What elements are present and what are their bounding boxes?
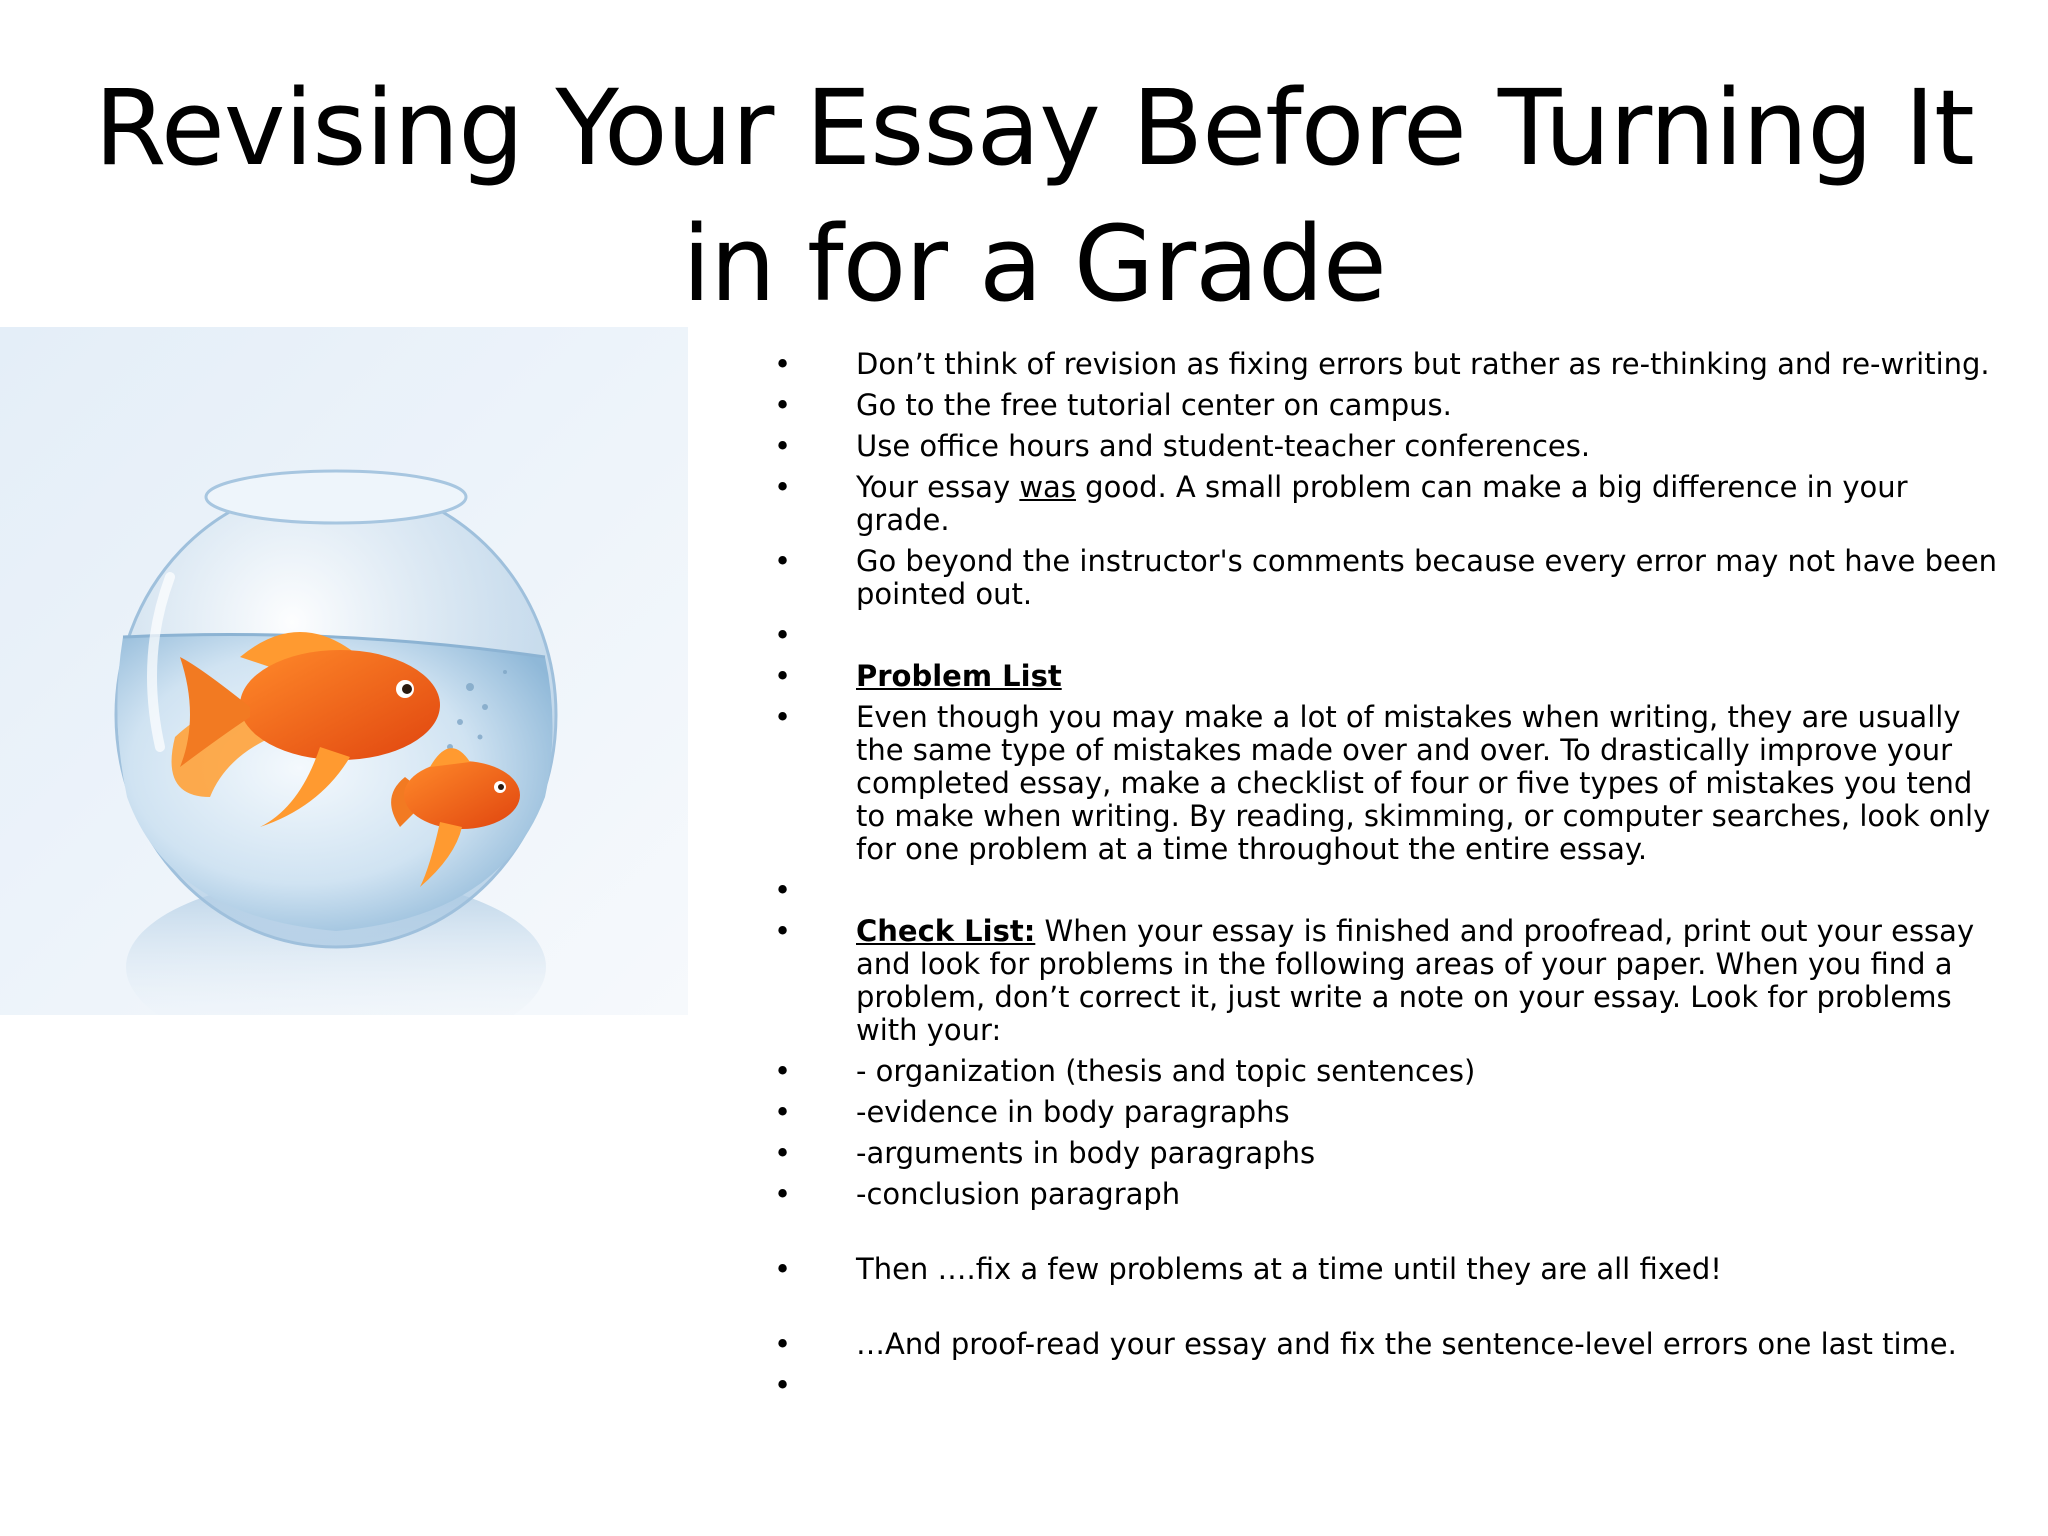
bullet-dot: • xyxy=(774,873,792,907)
area-organization: - organization (thesis and topic sentences) xyxy=(856,1054,1476,1088)
list-item xyxy=(760,1055,2000,1088)
then-fix-text: Then ….fix a few problems at a time until they are all fixed! xyxy=(856,1252,1722,1286)
list-item xyxy=(760,430,2000,463)
bullet-text-tutorial: Go to the free tutorial center on campus. xyxy=(856,388,1452,422)
bullet-text-revision: Don’t think of revision as fixing errors but rather as re-thinking and re-writing. xyxy=(856,347,1990,381)
list-item-empty xyxy=(760,874,2000,907)
problem-list-heading: Problem List xyxy=(856,659,1062,693)
check-list-text: When your essay is finished and proofread, print out your essay and look for problems in the following areas of your paper. When you find a problem, don’t correct it, just write a note on your essay. Look for problems with your: xyxy=(856,914,1975,1047)
bullet-dot: • xyxy=(774,1095,792,1129)
area-arguments: -arguments in body paragraphs xyxy=(856,1136,1316,1170)
bullet-dot: • xyxy=(774,700,792,734)
list-item xyxy=(760,348,2000,381)
list-item xyxy=(760,1178,2000,1211)
list-item xyxy=(760,1096,2000,1129)
check-list-heading: Check List: xyxy=(856,914,1036,948)
bullet-list xyxy=(760,348,2000,1410)
bullet-dot: • xyxy=(774,1368,792,1402)
bullet-text-essay-pre: Your essay xyxy=(856,470,1020,504)
list-item-empty xyxy=(760,619,2000,652)
bullet-dot: • xyxy=(774,429,792,463)
problem-list-text: Even though you may make a lot of mistakes when writing, they are usually the same type of mistakes made over and over. To drastically improve your completed essay, make a checklist of four or five types of mistakes you tend to make when writing. By reading, skimming, or computer searches, look only for one problem at a time throughout the entire essay. xyxy=(856,700,1991,866)
list-item xyxy=(760,660,2000,693)
goldfish-bowl-icon xyxy=(0,327,688,1015)
bullet-dot: • xyxy=(774,544,792,578)
list-item xyxy=(760,701,2000,866)
list-item-empty xyxy=(760,1369,2000,1402)
bullet-dot: • xyxy=(774,1136,792,1170)
goldfish-bowl-image xyxy=(0,327,688,1015)
area-evidence: -evidence in body paragraphs xyxy=(856,1095,1290,1129)
bullet-text-instructor-comments: Go beyond the instructor's comments because every error may not have been pointed out. xyxy=(856,544,1998,611)
bullet-dot: • xyxy=(774,470,792,504)
bullet-dot: • xyxy=(774,1252,792,1286)
bullet-dot: • xyxy=(774,1054,792,1088)
list-item xyxy=(760,471,2000,537)
list-item xyxy=(760,915,2000,1047)
bullet-dot: • xyxy=(774,347,792,381)
slide-title: Revising Your Essay Before Turning It in for a Grade xyxy=(94,67,1974,325)
list-item xyxy=(760,1137,2000,1170)
list-item xyxy=(760,389,2000,422)
bullet-dot: • xyxy=(774,1177,792,1211)
bullet-text-office-hours: Use office hours and student-teacher conferences. xyxy=(856,429,1591,463)
bullet-text-essay-post: good. A small problem can make a big difference in your grade. xyxy=(856,470,1908,537)
area-conclusion: -conclusion paragraph xyxy=(856,1177,1181,1211)
list-item xyxy=(760,1253,2000,1286)
bullet-text-essay-underlined: was xyxy=(1019,470,1076,504)
bullet-dot: • xyxy=(774,388,792,422)
list-item xyxy=(760,1328,2000,1361)
final-proofread-text: …And proof-read your essay and fix the sentence-level errors one last time. xyxy=(856,1327,1957,1361)
bullet-dot: • xyxy=(774,659,792,693)
bullet-dot: • xyxy=(774,618,792,652)
bullet-dot: • xyxy=(774,914,792,948)
list-item xyxy=(760,545,2000,611)
bullet-dot: • xyxy=(774,1327,792,1361)
